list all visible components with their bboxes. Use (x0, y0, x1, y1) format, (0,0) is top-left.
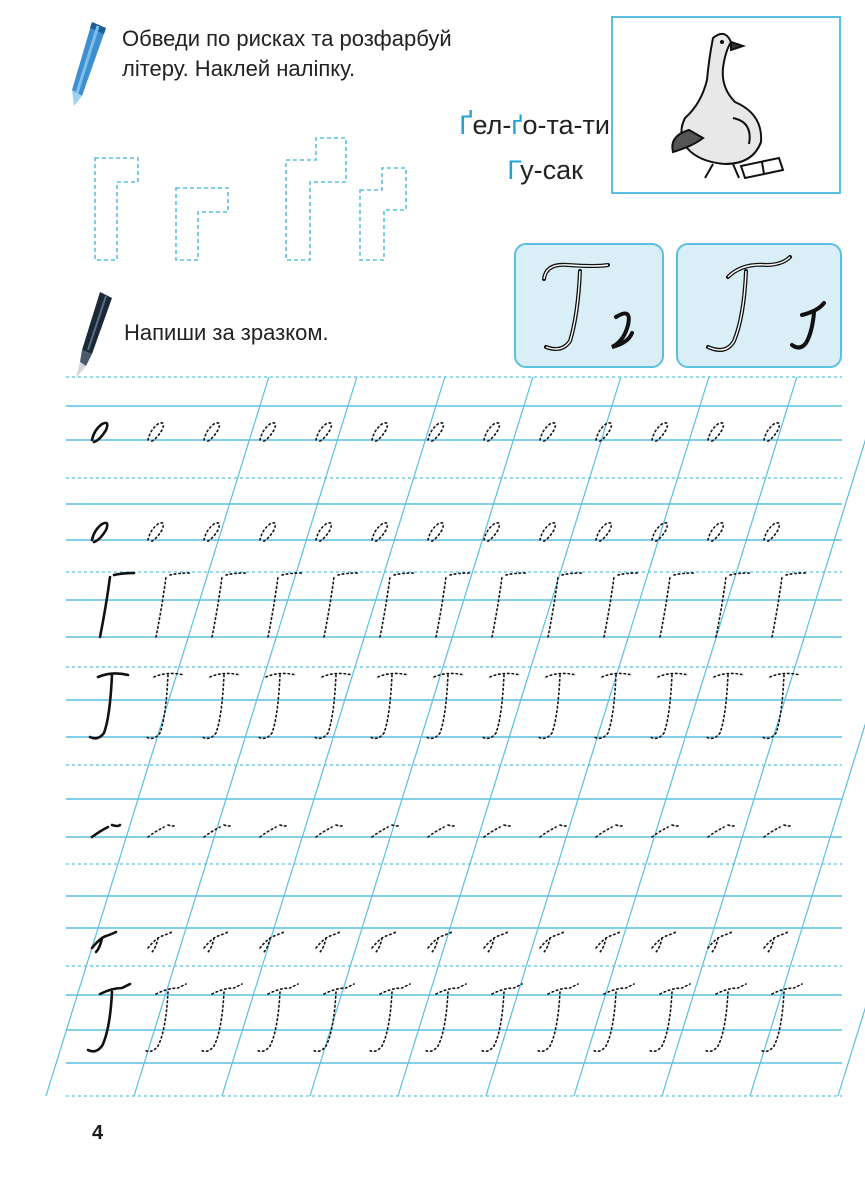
trace-letter (704, 984, 746, 1051)
trace-letter (652, 523, 667, 542)
instruction-line-1: Обведи по рисках та розфарбуй (122, 26, 452, 51)
trace-letter (764, 932, 788, 952)
trace-letter (650, 673, 688, 738)
trace-letter (480, 984, 522, 1051)
trace-letter (260, 423, 275, 442)
trace-letter (212, 573, 246, 637)
trace-letter (426, 673, 464, 738)
trace-letter (604, 573, 638, 637)
trace-letter (204, 523, 219, 542)
trace-letter (652, 932, 676, 952)
trace-letter (596, 932, 620, 952)
trace-letter (540, 523, 555, 542)
trace-letter (260, 825, 288, 837)
trace-letter (204, 423, 219, 442)
trace-letter (540, 423, 555, 442)
trace-letter (372, 523, 387, 542)
word2-letter-1: Г (507, 155, 521, 185)
trace-letter (596, 523, 611, 542)
trace-letter (316, 932, 340, 952)
trace-letter (492, 573, 526, 637)
trace-letter (536, 984, 578, 1051)
trace-letter (316, 423, 331, 442)
word1-part-2: ел- (472, 110, 512, 140)
trace-letter (368, 984, 410, 1051)
trace-letter (202, 673, 240, 738)
trace-letter (316, 523, 331, 542)
trace-letter (436, 573, 470, 637)
trace-letter (156, 573, 190, 637)
trace-letter (764, 825, 792, 837)
trace-letter (372, 423, 387, 442)
trace-letter (200, 984, 242, 1051)
sample-letter (92, 523, 107, 542)
sample-letter (90, 673, 128, 738)
trace-letter (148, 932, 172, 952)
page-number: 4 (92, 1122, 104, 1144)
trace-letter (146, 673, 184, 738)
trace-letter (484, 932, 508, 952)
trace-letter (660, 573, 694, 637)
task2-instruction: Напиши за зразком. (124, 320, 329, 345)
sample-letter (88, 984, 130, 1051)
trace-letter (772, 573, 806, 637)
word1-letter-3: ґ (511, 110, 523, 140)
trace-letter (148, 523, 163, 542)
trace-letter (316, 825, 344, 837)
trace-letter (482, 673, 520, 738)
trace-letter (370, 673, 408, 738)
trace-letter (538, 673, 576, 738)
trace-letter (424, 984, 466, 1051)
sample-letter (100, 573, 134, 637)
trace-letter (148, 423, 163, 442)
trace-letter (484, 423, 499, 442)
trace-letter (708, 523, 723, 542)
trace-letter (372, 825, 400, 837)
sample-letter (92, 423, 107, 442)
trace-letter (648, 984, 690, 1051)
trace-letter (706, 673, 744, 738)
sample-letter (92, 825, 120, 837)
trace-letter (708, 825, 736, 837)
trace-letter (428, 523, 443, 542)
trace-letter (652, 423, 667, 442)
instruction-line-2: літеру. Наклей наліпку. (122, 56, 356, 81)
trace-letter (762, 673, 800, 738)
trace-letter (484, 825, 512, 837)
trace-letter (258, 673, 296, 738)
word1-part-4: о-та-ти (522, 110, 610, 140)
trace-letter (314, 673, 352, 738)
trace-letter (148, 825, 176, 837)
trace-letter (428, 825, 456, 837)
trace-letter (548, 573, 582, 637)
trace-letter (540, 825, 568, 837)
trace-letter (708, 423, 723, 442)
trace-letter (372, 932, 396, 952)
trace-letter (380, 573, 414, 637)
trace-letter (204, 932, 228, 952)
trace-letter (268, 573, 302, 637)
word1-letter-1: Ґ (459, 110, 473, 140)
trace-letter (256, 984, 298, 1051)
trace-letter (596, 825, 624, 837)
trace-letter (764, 523, 779, 542)
trace-letter (324, 573, 358, 637)
trace-letter (312, 984, 354, 1051)
trace-letter (260, 523, 275, 542)
trace-letter (540, 932, 564, 952)
word2-part-2: у-сак (520, 155, 583, 185)
